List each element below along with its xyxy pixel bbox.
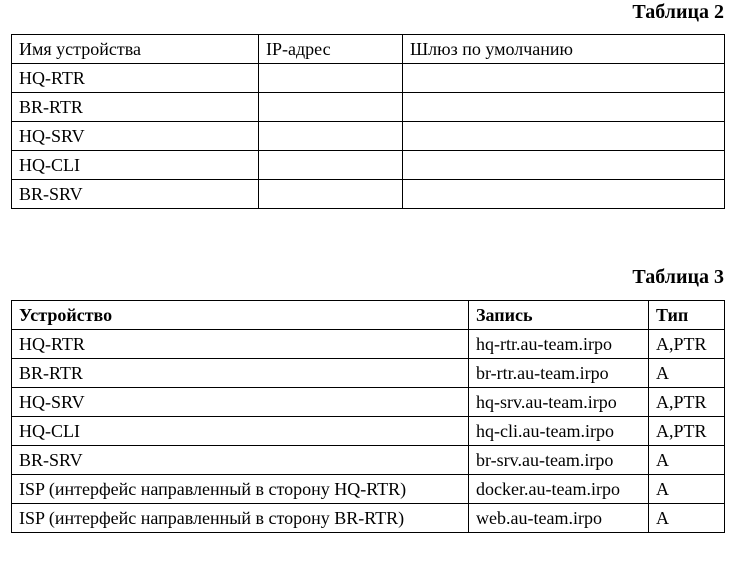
table3-header-device: Устройство bbox=[12, 301, 469, 330]
table3-cell-record: hq-cli.au-team.irpo bbox=[469, 417, 649, 446]
table3-cell-device: HQ-RTR bbox=[12, 330, 469, 359]
table2-cell-ip bbox=[259, 93, 403, 122]
table2-cell-ip bbox=[259, 180, 403, 209]
table3-cell-type: A bbox=[649, 446, 725, 475]
table3-cell-type: A,PTR bbox=[649, 388, 725, 417]
table2-cell-device: BR-RTR bbox=[12, 93, 259, 122]
table2-cell-ip bbox=[259, 151, 403, 180]
table-row bbox=[12, 93, 725, 122]
table-row bbox=[12, 180, 725, 209]
table2-cell-gateway bbox=[403, 180, 725, 209]
table2-header-ip-address: IP-адрес bbox=[259, 35, 403, 64]
table-row bbox=[12, 330, 725, 359]
table2-cell-gateway bbox=[403, 64, 725, 93]
table3-cell-device: HQ-CLI bbox=[12, 417, 469, 446]
table3-header-type: Тип bbox=[649, 301, 725, 330]
table-row bbox=[12, 388, 725, 417]
table3-cell-device: BR-SRV bbox=[12, 446, 469, 475]
table2-cell-gateway bbox=[403, 122, 725, 151]
table2-device-addressing bbox=[11, 34, 725, 209]
table3-cell-device: ISP (интерфейс направленный в сторону BR-RTR) bbox=[12, 504, 469, 533]
table3-cell-type: A bbox=[649, 359, 725, 388]
table2-header-default-gateway: Шлюз по умолчанию bbox=[403, 35, 725, 64]
table3-caption: Таблица 3 bbox=[632, 266, 724, 288]
table3-cell-record: docker.au-team.irpo bbox=[469, 475, 649, 504]
table3-header-record: Запись bbox=[469, 301, 649, 330]
table3-cell-type: A,PTR bbox=[649, 330, 725, 359]
table-row bbox=[12, 151, 725, 180]
table3-header-row bbox=[12, 301, 725, 330]
table2-cell-ip bbox=[259, 122, 403, 151]
table3-cell-type: A bbox=[649, 475, 725, 504]
table3-cell-type: A,PTR bbox=[649, 417, 725, 446]
table3-cell-record: br-srv.au-team.irpo bbox=[469, 446, 649, 475]
table2-cell-device: HQ-CLI bbox=[12, 151, 259, 180]
table-row bbox=[12, 122, 725, 151]
table2-cell-ip bbox=[259, 64, 403, 93]
table3-cell-device: HQ-SRV bbox=[12, 388, 469, 417]
table3-cell-device: BR-RTR bbox=[12, 359, 469, 388]
table-row bbox=[12, 64, 725, 93]
table2-header-row bbox=[12, 35, 725, 64]
table2-header-device-name: Имя устройства bbox=[12, 35, 259, 64]
table2-cell-device: HQ-RTR bbox=[12, 64, 259, 93]
table3-cell-record: hq-srv.au-team.irpo bbox=[469, 388, 649, 417]
table2-caption: Таблица 2 bbox=[632, 1, 724, 23]
table-row bbox=[12, 475, 725, 504]
table-row bbox=[12, 359, 725, 388]
table-row bbox=[12, 504, 725, 533]
table3-cell-record: br-rtr.au-team.irpo bbox=[469, 359, 649, 388]
table3-cell-record: hq-rtr.au-team.irpo bbox=[469, 330, 649, 359]
table3-cell-record: web.au-team.irpo bbox=[469, 504, 649, 533]
table2-cell-device: BR-SRV bbox=[12, 180, 259, 209]
table2-cell-device: HQ-SRV bbox=[12, 122, 259, 151]
table3-cell-device: ISP (интерфейс направленный в сторону HQ-RTR) bbox=[12, 475, 469, 504]
table3-cell-type: A bbox=[649, 504, 725, 533]
table-row bbox=[12, 446, 725, 475]
table2-cell-gateway bbox=[403, 93, 725, 122]
table2-cell-gateway bbox=[403, 151, 725, 180]
table-row bbox=[12, 417, 725, 446]
table3-dns-records bbox=[11, 300, 725, 533]
